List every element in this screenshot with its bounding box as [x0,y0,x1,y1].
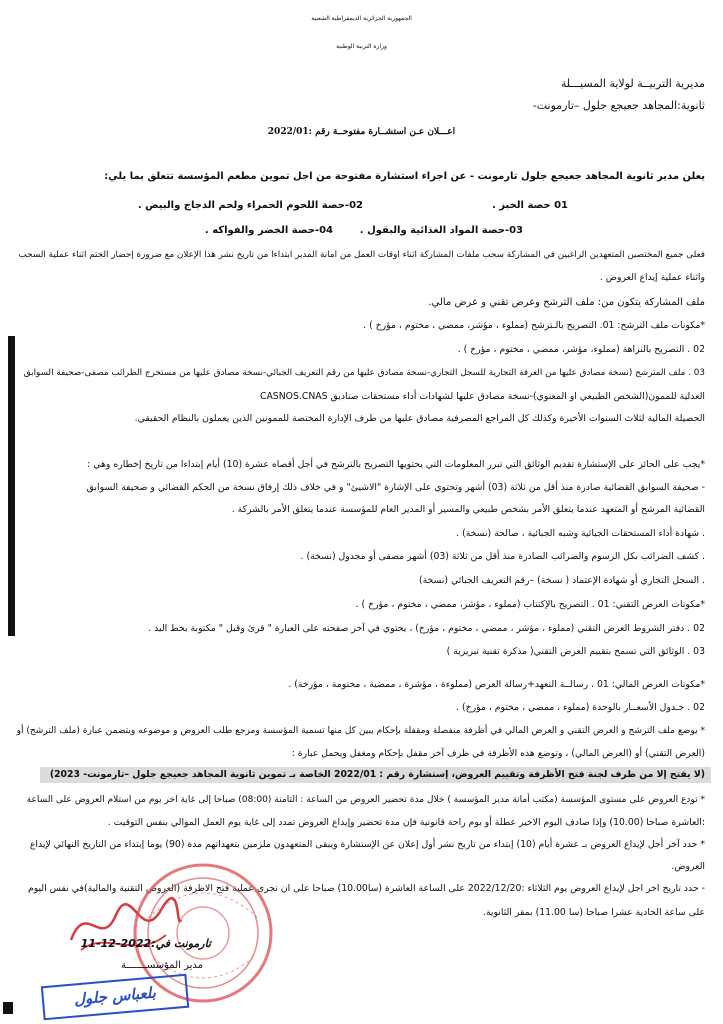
deposit-line-1: * تودع العروض على مستوى المؤسسة (مكتب أمانة مدير المؤسسة ) خلال مدة تحضير العروض من الساعة : الثامنة (08:00) صباحا إلى غاية اخر يوم من استلام العروض على الساعة [26,795,705,805]
financial-line-2: 02 . جـدول الأسعــار بالوحدة (مملوء ، ممضي ، مختوم ، مؤرخ) . [456,702,705,713]
candidacy-line-2: 02 . التصريح بالنزاهة (مملوء، مؤشر، ممضي ، مختوم ، مؤرخ ) . [457,344,705,355]
financial-line-1: *مكونات العرض المالي: 01 . رسالــة التعهد+رسالة العرض (مملوءة ، مؤشرة ، ممضية ، مختومة ، مؤرخة) . [288,679,705,690]
technical-line-2: 02 . دفتر الشروط العرض التقني (مملوء ، مؤشر ، ممضي ، مختوم ، مؤرخ) ، يحتوي في آخر صفحته على العبارة " قرئ وقبل " مكتوبة بخط اليد . [148,623,705,634]
scan-margin-mark [8,336,15,636]
candidacy-line-3: 03 . ملف المترشح (نسخة مصادق عليها من الغرفة التجارية للسجل التجاري-نسخة مصادق عليها من رقم التعريف الجبائي-نسخة مصادق عليها من مستخرج الظرائب مصفى-صحيفة السوابق [23,368,705,378]
deposit-line-3: * حدد آخر أجل لإيداع العروض بـ عشرة أيام (10) إبتداء من تاريخ نشر أول إعلان عن الإستشارة ويبقى المتعهدون ملزمين بتعهداتهم مدة (90) يوما إبتداء من التاريخ النهائي لإيداع [29,839,705,850]
invite-line-2: واثناء عملية إيداع العروض . [599,272,705,283]
winner-line-1: *يجب على الحائز على الإستشارة تقديم الوثائق التي تبرر المعلومات التي يحتويها التصريح بالترشح في أجل أقصاه عشرة (10) أيام إبتداءا من تاريخ إخطاره وهي : [87,459,705,470]
ministry-heading: وزارة التربية الوطنية [336,43,387,50]
candidacy-line-5: الحصيلة المالية لثلاث السنوات الأخيرة وكذلك كل المراجع المصرفية مصادق عليها من طرف الإدارة المختصة للممونين الذين يعملون بالنظام الحقيقي. [134,413,705,424]
winner-line-4: . شهادة أداء المستحقات الجبائية وشبه الجبائية ، صالحة (نسخة) . [456,528,705,539]
school-line: ثانوية:المجاهد جعيجع جلول –تارمونت- [532,99,705,112]
lot-04: 04-حصة الخضر والفواكه . [204,225,333,236]
signature-place-date: تارمونت في:2022-12-11 [80,937,211,950]
packaging-line-1: * يوضع ملف الترشح و العرض التقني و العرض المالي في أظرفة منفصلة ومقفلة بإحكام يبين كل منها تسمية المؤسسة ومرجع طلب العروض و موضوعه ويتضمن عبارة (ملف الترشح) أو [16,726,705,736]
deposit-line-2: :العاشرة صباحا (10.00) وإذا صادف اليوم الاخير عطلة أو يوم راحة قانونية فإن مدة تحضير وإيداع العروض تمدد إلى غاية يوم العمل الموالي بنفس التوقيت . [107,817,705,828]
lot-03: 03-حصة المواد الغذائية والبقول . [359,225,523,236]
director-name-stamp [41,974,189,1021]
envelope-notice: (لا يفتح إلا من طرف لجنة فتح الأظرفة وتقييم العروض، إستشارة رقم : 2022/01 الخاصة بـ تموين ثانوية المجاهد جعيجع جلول –تارمونت- 2023) [40,767,711,783]
scan-corner-mark [3,1002,13,1014]
winner-line-3: القضائية المرشح أو المتعهد عندما يتعلق الأمر بشخص طبيعي والمسير أو المدير العام للمؤسسة عندما يتعلق الأمر بالشركة . [231,504,705,515]
directorate-line: مديرية التربيــة لولاية المسيـــلة [560,77,705,90]
technical-line-3: 03 . الوثائق التي تسمح بتقييم العرض التقني( مذكرة تقنية تبريرية ) [446,646,705,657]
invite-line-1: فعلى جميع المختصين المتعهدين الراغبين في المشاركة سحب ملفات المشاركة اثناء اوقات العمل من امانة المدير ابتداءا من تاريخ نشر هذا الإعلان مع ضرورة إحضار الختم اثناء عملية السحب [18,250,705,260]
technical-line-1: *مكونات العرض التقني: 01 . التصريح بالإكتتاب (مملوء ، مؤشر، ممضي ، مختوم ، مؤرخ ) . [355,599,705,610]
director-name: بلعباس جلول [73,983,157,1009]
announcement-title: اعـــلان عـن استشــارة مفتوحــة رقم :2022/01 [267,127,456,137]
winner-line-5: . كشف الضرائب بكل الرسوم والضرائب الصادرة منذ أقل من ثلاثة (03) أشهر مصفى أو مجدول (نسخة) . [300,551,705,562]
lot-02: 02-حصة اللحوم الحمراء ولحم الدجاج والبيض . [137,200,363,211]
packaging-line-2: (العرض التقني) أو (العرض المالي) ، وتوضع هذه الأظرفة في ظرف آخر مقفل بإحكام ومغفل ويحمل عبارة : [291,748,705,759]
deposit-line-4: العروض. [671,861,705,872]
winner-line-6: . السجل التجاري أو شهادة الإعتماد ( نسخة) –رقم التعريف الجبائي (نسخة) [418,575,705,586]
intro-paragraph: يعلن مدير ثانوية المجاهد جعيجع جلول تارمونت - عن اجراء استشارة مفتوحة من اجل تموين مطعم المؤسسة تتعلق بما يلي: [104,171,705,182]
republic-heading: الجمهورية الجزائرية الديمقراطية الشعبية [311,15,412,22]
winner-line-2: - صحيفة السوابق القضائية صادرة منذ أقل من ثلاثة (03) أشهر وتحتوي على الإشارة "الاشيئ" و في خلاف ذلك إرفاق نسخة من الحكم القضائي و صحيفة السوابق [86,482,705,493]
candidacy-line-1: *مكونات ملف الترشح: 01. التصريح بالـترشح (مملوء ، مؤشر، ممضي ، مختوم ، مؤرخ ) . [363,320,705,331]
opening-line-1: - حدد تاريخ اخر اجل لإيداع العروض يوم الثلاثاء :2022/12/20 على الساعة العاشرة (سا10.00) صباحا على ان تجرى عملية فتح الاظرفة (العروض التقنية والمالية)في نفس اليوم [27,883,705,894]
file-intro: ملف المشاركة يتكون من: ملف الترشح وعرض تقني و عرض مالي. [428,297,705,308]
lot-01: 01 حصة الخبز . [492,200,568,211]
opening-line-2: على ساعة الحادية عشرا صباحا (سا 11.00) بمقر الثانوية. [482,907,705,918]
candidacy-line-4: العدلية للممون(الشخص الطبيعي او المعنوي)-نسخة مصادق عليها لشهادات أداء مستحقات صناديق CASNOS.CNAS [259,391,705,402]
signature-role: مدير المؤسســـــــة [120,960,203,971]
